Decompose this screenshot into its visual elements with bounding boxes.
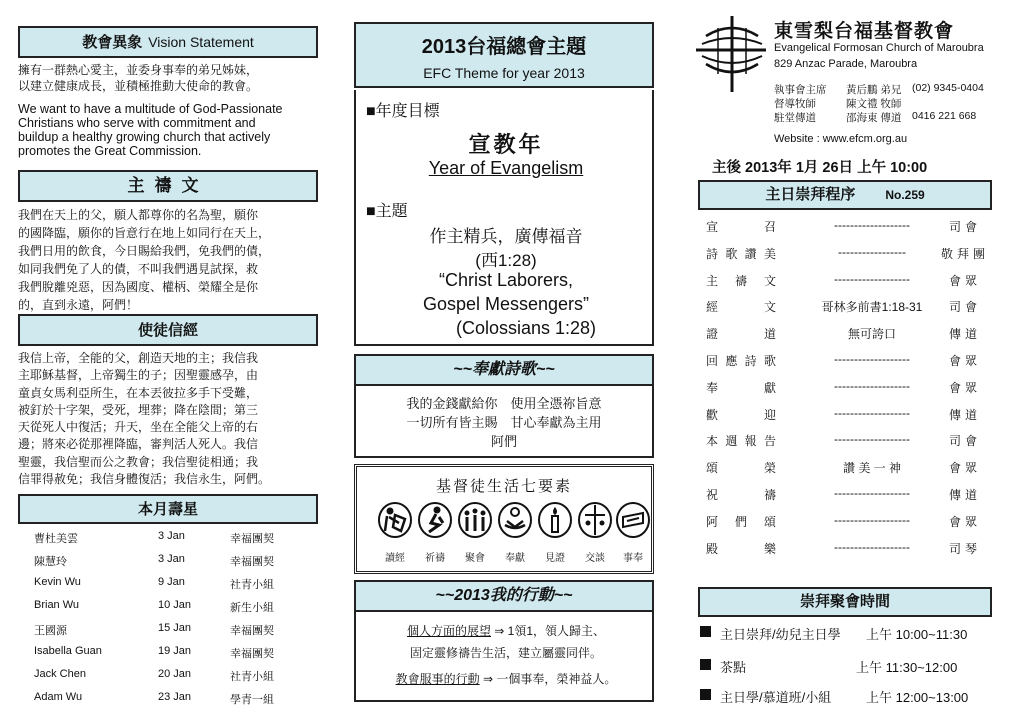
order-detail: ------------------- xyxy=(834,512,910,527)
birthday-group: 幸福團契 xyxy=(230,533,274,545)
year-goal-label: ■年度目標 xyxy=(366,103,440,120)
theme-body xyxy=(354,90,654,346)
order-by: 會眾 xyxy=(948,273,981,288)
action-line: 固定靈修禱告生活，建立屬靈同伴。 xyxy=(409,646,602,660)
order-by: 傳道 xyxy=(948,407,981,422)
vision-title-zh: 教會異象 xyxy=(82,33,143,51)
creed-header: 使徒信經 xyxy=(18,314,318,346)
prayer-line: 我們日用的飲食，今日賜給我們，免我們的債， xyxy=(18,244,271,258)
vision-header xyxy=(18,26,318,58)
hymn-line: 一切所有皆主賜 甘心奉獻為主用 xyxy=(406,415,602,430)
service-icon xyxy=(615,501,651,539)
order-item-char: 歌 xyxy=(725,246,738,261)
order-row xyxy=(706,459,986,485)
order-detail: 讚 美 一 神 xyxy=(842,461,901,476)
bible-reading-icon xyxy=(377,501,413,539)
order-item-char: 證 xyxy=(706,327,719,342)
seven-label: 讀經 xyxy=(385,553,405,564)
birthday-name: 陳慧玲 xyxy=(34,556,67,568)
order-item xyxy=(706,272,776,289)
order-item xyxy=(706,540,776,557)
order-item-char: 詩 xyxy=(706,246,719,261)
order-detail: ----------------- xyxy=(838,244,906,259)
order-item-char: 頌 xyxy=(763,514,776,529)
offering-icon xyxy=(497,501,533,539)
prayer-line: 的國降臨，願你的旨意行在地上如同行在天上， xyxy=(18,226,271,240)
order-item-char: 應 xyxy=(725,354,738,368)
order-item xyxy=(706,432,776,449)
order-item-char: 召 xyxy=(763,220,776,234)
order-item-char: 詩 xyxy=(744,354,757,368)
vision-zh-line: 以建立健康成長，並積極推動大使命的教會。 xyxy=(18,79,259,93)
time-value: 上午 12:00~13:00 xyxy=(866,690,969,705)
order-by: 傳道 xyxy=(948,327,981,342)
birthday-group: 社青小組 xyxy=(230,671,274,683)
birthday-name: Brian Wu xyxy=(34,599,80,611)
bullet-square-icon xyxy=(700,689,711,700)
creed-line: 信罪得赦免；我信身體復活；我信永生，阿們。 xyxy=(18,472,271,487)
vision-text-zh xyxy=(18,62,318,94)
order-item-char: 迎 xyxy=(763,407,776,422)
order-row xyxy=(706,486,986,512)
fellowship-icon xyxy=(577,501,613,539)
time-value: 上午 10:00~11:30 xyxy=(866,627,968,642)
order-detail: ------------------- xyxy=(834,405,910,420)
birthday-name: 曹杜美雲 xyxy=(34,533,78,545)
birthday-name: Isabella Guan xyxy=(34,645,102,657)
prayer-line: 如同我們免了人的債，不叫我們遇見試探，救 xyxy=(18,262,259,276)
vision-zh-line: 擁有一群熱心愛主，並委身事奉的弟兄姊妹， xyxy=(18,63,259,77)
staff-name: 邵海東 傳道 xyxy=(846,112,902,124)
prayer-line: 我們脫離兇惡，因為國度、權柄、榮耀全是你 xyxy=(18,280,259,294)
seven-elements-title: 基督徒生活七要素 xyxy=(435,477,572,495)
order-item-char: 奉 xyxy=(706,380,719,395)
bullet-square-icon xyxy=(700,626,711,637)
order-by: 司會 xyxy=(948,434,981,449)
creed-line: 邊；將來必從那裡降臨，審判活人死人。我信 xyxy=(18,437,259,452)
church-logo-icon xyxy=(692,14,770,94)
seven-label: 聚會 xyxy=(465,553,485,564)
order-item-char: 告 xyxy=(763,434,776,449)
order-item-char: 歡 xyxy=(706,407,719,422)
order-item-char: 文 xyxy=(763,273,776,288)
birthday-group: 幸福團契 xyxy=(230,648,274,660)
order-detail: ------------------- xyxy=(834,539,910,554)
time-value: 上午 11:30~12:00 xyxy=(856,660,958,675)
staff-role: 督導牧師 xyxy=(774,98,816,110)
order-item-char: 主 xyxy=(706,273,719,288)
creed-line: 被釘於十字架，受死，埋葬；降在陰間；第三 xyxy=(18,402,259,417)
order-row xyxy=(706,272,986,298)
order-by: 會眾 xyxy=(948,380,981,395)
order-item-char: 禱 xyxy=(763,488,776,502)
order-by: 司會 xyxy=(948,300,981,315)
creed-line: 聖靈，我信聖而公之教會；我信聖徒相通；我 xyxy=(18,454,259,469)
time-name: 主日學/慕道班/小組 xyxy=(720,690,832,705)
order-item xyxy=(706,513,776,530)
order-item-char: 阿 xyxy=(706,514,719,529)
church-address: 829 Anzac Parade, Maroubra xyxy=(774,58,918,70)
staff-contact: 0416 221 668 xyxy=(912,110,977,122)
order-item xyxy=(706,486,776,503)
year-goal-zh: 宣教年 xyxy=(468,132,544,158)
seven-elements-box xyxy=(354,464,654,574)
topic-line: 作主精兵，廣傳福音 xyxy=(429,227,583,246)
order-row xyxy=(706,352,986,378)
topic-line: (Colossians 1:28) xyxy=(455,318,597,338)
order-by: 敬拜團 xyxy=(940,246,989,261)
creed-text xyxy=(18,350,318,488)
action-body xyxy=(354,612,654,702)
theme-title: 2013台福總會主題 xyxy=(421,36,587,58)
bullet-square-icon xyxy=(700,659,711,670)
prayer-line: 的，直到永遠，阿們！ xyxy=(18,298,139,312)
order-row xyxy=(706,432,986,458)
gathering-icon xyxy=(457,501,493,539)
witness-candle-icon xyxy=(537,501,573,539)
birthday-name: Kevin Wu xyxy=(34,576,81,588)
order-item-char: 祝 xyxy=(706,488,719,502)
order-by: 司琴 xyxy=(948,541,981,556)
time-name: 茶點 xyxy=(720,660,747,675)
birthday-name: Adam Wu xyxy=(34,691,83,703)
birthdays-header: 本月壽星 xyxy=(18,494,318,524)
praying-icon xyxy=(417,501,453,539)
birthday-group: 社青小組 xyxy=(230,579,274,591)
hymn-line: 我的金錢獻給你 使用全憑祢旨意 xyxy=(406,396,602,411)
vision-en-line: buildup a healthy growing church that actively xyxy=(18,130,271,144)
order-by: 會眾 xyxy=(948,461,981,476)
action-line xyxy=(356,620,656,642)
order-number: No.259 xyxy=(885,188,925,202)
birthday-date: 3 Jan xyxy=(158,553,185,565)
order-item-char: 歌 xyxy=(763,354,776,368)
order-row xyxy=(706,513,986,539)
order-header xyxy=(698,180,992,210)
creed-line: 我信上帝，全能的父，創造天地的主；我信我 xyxy=(18,351,259,365)
order-by: 會眾 xyxy=(948,514,981,529)
vision-en-line: Christians who serve with commitment and xyxy=(18,116,256,130)
topic-line: Gospel Messengers” xyxy=(422,294,590,314)
seven-label: 奉獻 xyxy=(505,553,525,564)
birthday-date: 9 Jan xyxy=(158,576,185,588)
birthday-group: 幸福團契 xyxy=(230,625,274,637)
order-row xyxy=(706,298,986,324)
order-detail: ------------------- xyxy=(834,352,910,366)
order-by: 會眾 xyxy=(948,354,981,368)
order-detail: ------------------- xyxy=(834,432,910,447)
order-title: 主日崇拜程序 xyxy=(765,186,856,203)
order-item xyxy=(706,325,776,342)
order-item-char: 樂 xyxy=(763,541,776,556)
order-detail: ------------------- xyxy=(834,218,910,232)
service-date: 主後 2013年 1月 26日 上午 10:00 xyxy=(712,160,928,176)
birthday-group: 幸福團契 xyxy=(230,556,274,568)
order-detail: ------------------- xyxy=(834,271,910,286)
vision-en-line: promotes the Great Commission. xyxy=(18,144,202,158)
order-item-char: 道 xyxy=(763,327,776,342)
order-by: 司會 xyxy=(948,220,981,234)
order-item-char: 週 xyxy=(725,434,738,449)
staff-name: 黃后鵬 弟兄 xyxy=(846,84,902,96)
birthday-date: 23 Jan xyxy=(158,691,192,703)
action-church-label: 教會服事的行動 xyxy=(395,672,480,686)
order-item xyxy=(706,352,776,369)
vision-text-en xyxy=(18,102,318,158)
creed-line: 童貞女馬利亞所生，在本丟彼拉多手下受難， xyxy=(18,385,259,400)
year-goal-en xyxy=(356,158,656,179)
birthday-date: 3 Jan xyxy=(158,530,185,542)
order-item-char: 禱 xyxy=(734,273,747,288)
birthday-date: 15 Jan xyxy=(158,622,192,634)
order-row xyxy=(706,379,986,405)
order-row xyxy=(706,325,986,351)
hymn-line: 阿們 xyxy=(490,434,517,449)
birthday-date: 20 Jan xyxy=(158,668,192,680)
staff-role: 執事會主席 xyxy=(774,84,827,96)
order-item xyxy=(706,245,776,262)
birthday-group: 新生小組 xyxy=(230,602,274,614)
order-detail: 哥林多前書1:18-31 xyxy=(821,300,923,315)
vision-title-en: Vision Statement xyxy=(148,34,254,50)
order-item-char: 報 xyxy=(744,434,757,449)
order-item xyxy=(706,406,776,423)
topic-line: (西1:28) xyxy=(475,251,537,270)
church-website: Website : www.efcm.org.au xyxy=(774,133,908,145)
seven-label: 見證 xyxy=(545,553,565,564)
order-item xyxy=(706,218,776,235)
creed-line: 天從死人中復活；升天，坐在全能父上帝的右 xyxy=(18,420,259,435)
time-name: 主日崇拜/幼兒主日學 xyxy=(720,627,841,642)
order-item xyxy=(706,298,776,315)
action-line xyxy=(356,668,656,690)
hymn-header: ~~奉獻詩歌~~ xyxy=(354,354,654,386)
action-personal-text: ⇒ 1領1，領人歸主、 xyxy=(494,624,606,638)
birthday-date: 19 Jan xyxy=(158,645,192,657)
birthday-name: Jack Chen xyxy=(34,668,86,680)
order-detail: ------------------- xyxy=(834,378,910,393)
hymn-body xyxy=(354,386,654,458)
theme-header xyxy=(354,22,654,88)
church-name-zh: 東雪梨台福基督教會 xyxy=(774,21,955,42)
order-item-char: 經 xyxy=(706,300,719,315)
staff-name: 陳文禮 牧師 xyxy=(846,98,902,110)
seven-label: 交談 xyxy=(585,553,605,564)
staff-contact: (02) 9345-0404 xyxy=(912,82,984,94)
order-item-char: 榮 xyxy=(763,461,776,476)
order-item-char: 回 xyxy=(706,354,719,368)
order-row xyxy=(706,540,986,566)
order-item xyxy=(706,459,776,476)
birthday-date: 10 Jan xyxy=(158,599,192,611)
creed-line: 主耶穌基督，上帝獨生的子；因聖靈感孕，由 xyxy=(18,368,259,383)
order-item-char: 頌 xyxy=(706,461,719,476)
order-item-char: 本 xyxy=(706,434,719,449)
order-detail: 無可誇口 xyxy=(847,327,896,342)
seven-label: 事奉 xyxy=(623,553,643,564)
church-name-en: Evangelical Formosan Church of Maroubra xyxy=(774,42,984,54)
order-by: 傳道 xyxy=(948,488,981,502)
action-header: ~~2013我的行動~~ xyxy=(354,580,654,612)
birthday-group: 學青一組 xyxy=(230,694,274,706)
topic-label: ■主題 xyxy=(366,203,408,220)
times-header: 崇拜聚會時間 xyxy=(698,587,992,617)
order-item-char: 文 xyxy=(763,300,776,315)
order-item-char: 宣 xyxy=(706,220,719,234)
topic-line: “Christ Laborers, xyxy=(438,270,574,290)
order-row xyxy=(706,406,986,432)
theme-subtitle: EFC Theme for year 2013 xyxy=(423,65,585,81)
order-item-char: 美 xyxy=(763,246,776,261)
vision-en-line: We want to have a multitude of God-Passionate xyxy=(18,102,283,116)
order-item-char: 獻 xyxy=(763,380,776,395)
order-item xyxy=(706,379,776,396)
action-personal-label: 個人方面的展望 xyxy=(406,624,491,638)
order-item-char: 讚 xyxy=(744,246,757,261)
prayer-line: 我們在天上的父，願人都尊你的名為聖，願你 xyxy=(18,208,259,222)
staff-role: 駐堂傳道 xyxy=(774,112,816,124)
prayer-header: 主禱文 xyxy=(18,170,318,202)
order-item-char: 殿 xyxy=(706,541,719,556)
order-row xyxy=(706,244,989,271)
year-goal-en-text: Year of Evangelism xyxy=(428,158,584,178)
seven-label: 祈禱 xyxy=(425,553,445,564)
order-item-char: 們 xyxy=(734,514,747,529)
order-detail: ------------------- xyxy=(834,486,910,500)
birthday-name: 王國源 xyxy=(34,625,67,637)
prayer-text xyxy=(18,206,318,314)
action-church-text: ⇒ 一個事奉，榮神益人。 xyxy=(482,672,617,686)
order-row xyxy=(706,218,986,244)
